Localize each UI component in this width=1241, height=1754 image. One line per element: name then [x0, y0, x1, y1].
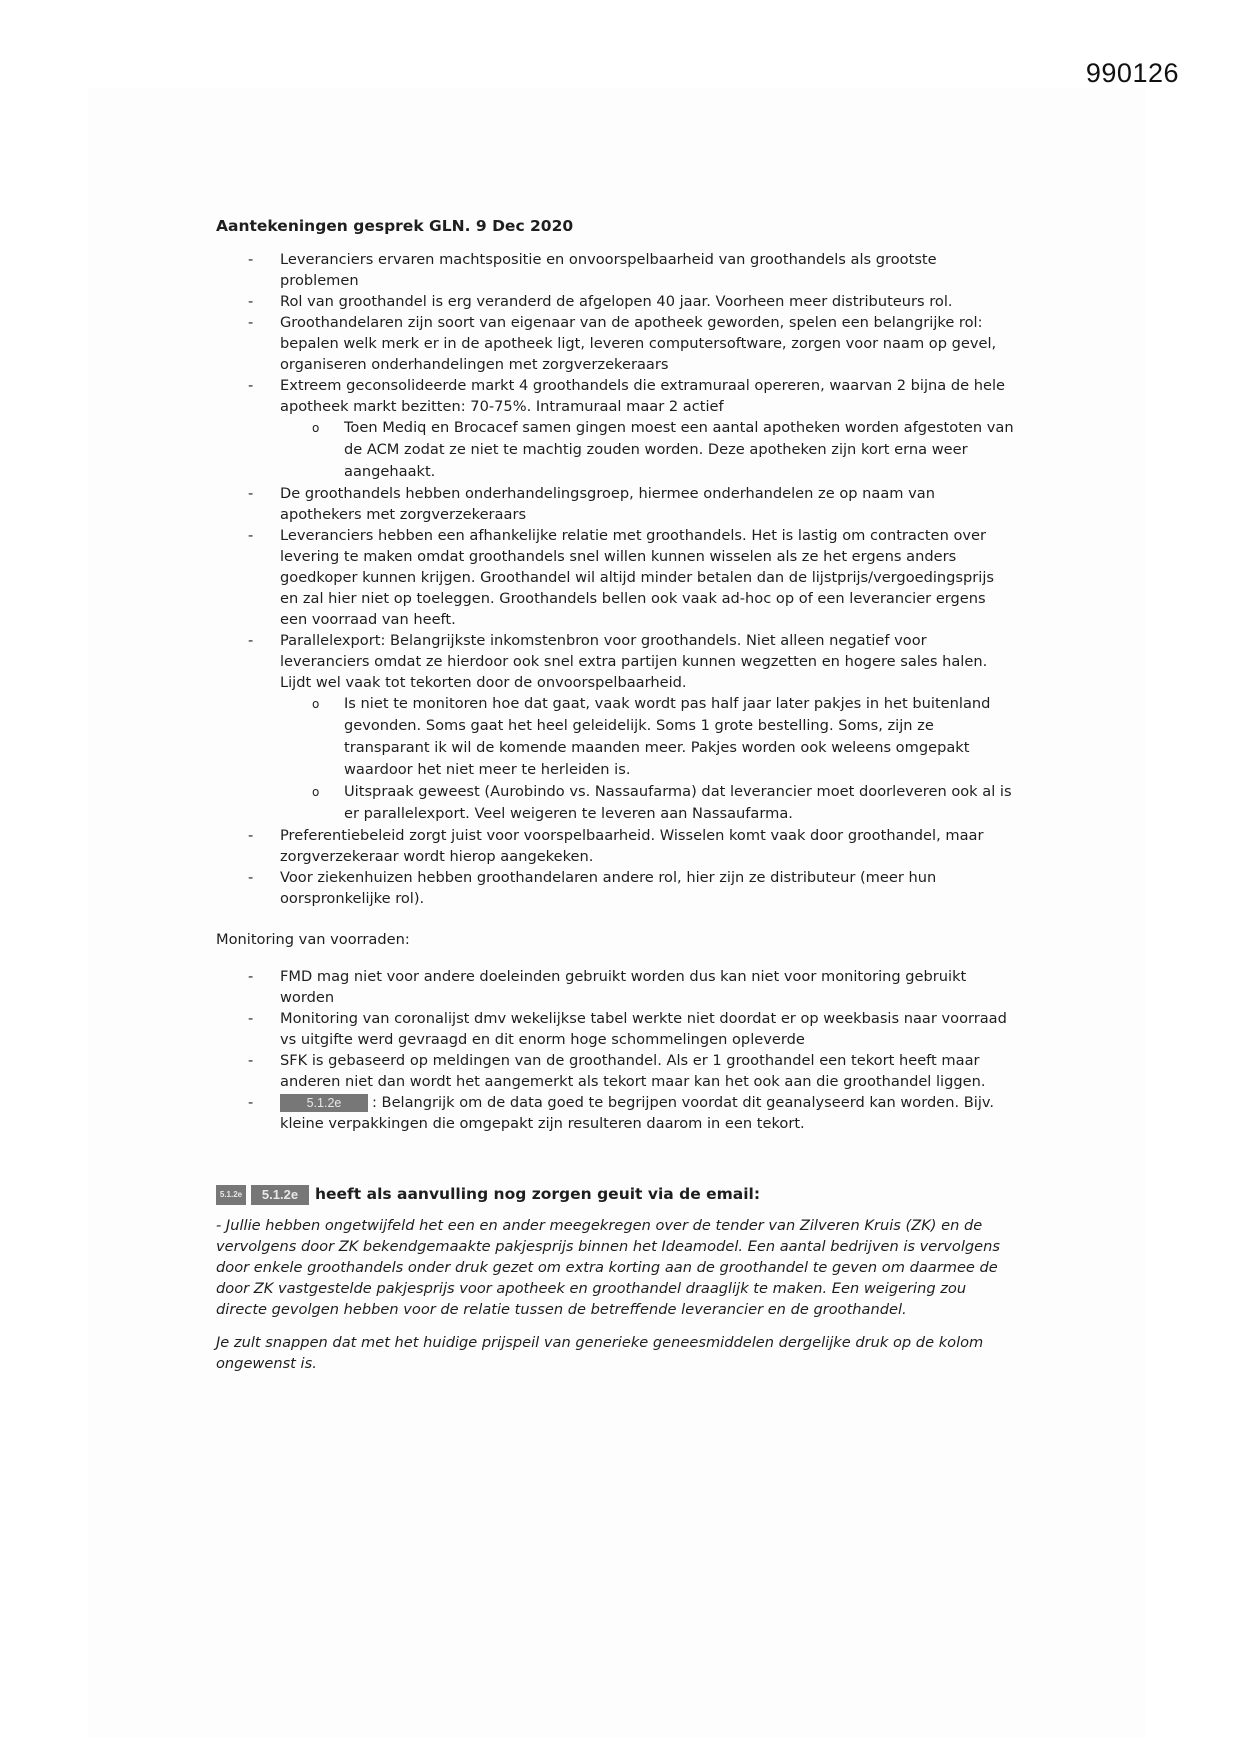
- note-text: Preferentiebeleid zorgt juist voor voorspelbaarheid. Wisselen komt vaak door groothandel, maar zorgverzekeraar wordt hierop aangekeken.: [280, 827, 984, 865]
- note-text: Groothandelaren zijn soort van eigenaar van de apotheek geworden, spelen een belangrijke rol: bepalen welk merk er in de apotheek ligt, leveren computersoftware, zorgen voor naam op gevel, organiseren onderhandelingen met zorgverzekeraars: [280, 314, 997, 373]
- document-title: Aantekeningen gesprek GLN. 9 Dec 2020: [216, 217, 574, 235]
- redaction-box: 5.1.2e: [280, 1094, 368, 1112]
- sub-note-text: Uitspraak geweest (Aurobindo vs. Nassaufarma) dat leverancier moet doorleveren ook al is er parallelexport. Veel weigeren te leveren aan Nassaufarma.: [344, 783, 1012, 822]
- note-item: [280, 375, 1016, 483]
- monitoring-item: [280, 1008, 1016, 1050]
- notes-list: [216, 249, 1016, 909]
- sub-note-text: Toen Mediq en Brocacef samen gingen moest een aantal apotheken worden afgestoten van de ACM zodat ze niet te machtig zouden worden. Deze apotheken zijn kort erna weer aangehaakt.: [344, 419, 1014, 480]
- note-text: Extreem geconsolideerde markt 4 groothandels die extramuraal opereren, waarvan 2 bijna de hele apotheek markt bezitten: 70-75%. Intramuraal maar 2 actief: [280, 377, 1005, 415]
- note-item: [280, 630, 1016, 825]
- note-text: Rol van groothandel is erg veranderd de afgelopen 40 jaar. Voorheen meer distributeurs rol.: [280, 293, 953, 310]
- sub-note-item: [344, 781, 1016, 825]
- note-item: [280, 867, 1016, 909]
- note-text: Leveranciers hebben een afhankelijke relatie met groothandels. Het is lastig om contracten over levering te maken omdat groothandels snel willen kunnen wisselen als ze het ergens anders goedkoper kunnen krijgen. Groothandel wil altijd minder betalen dan de lijstprijs/vergoedingsprijs en zal hier niet op toeleggen. Groothandels bellen ook vaak ad-hoc op of een leverancier ergens een voorraad van heeft.: [280, 527, 995, 628]
- document-number: 990126: [1085, 58, 1179, 88]
- monitoring-text: SFK is gebaseerd op meldingen van de groothandel. Als er 1 groothandel een tekort heeft maar anderen niet dan wordt het aangemerkt als tekort maar kan het ook aan die groothandel liggen.: [280, 1052, 986, 1090]
- monitoring-item: [280, 1092, 1016, 1134]
- email-paragraph: Je zult snappen dat met het huidige prijspeil van generieke geneesmiddelen dergelijke druk op de kolom ongewenst is.: [216, 1334, 984, 1372]
- sub-notes-list: [280, 693, 1016, 825]
- note-item: [280, 249, 1016, 291]
- sub-note-text: Is niet te monitoren hoe dat gaat, vaak wordt pas half jaar later pakjes in het buitenland gevonden. Soms gaat het heel geleidelijk. Soms 1 grote bestelling. Soms, zijn ze transparant ik wil de komende maanden meer. Pakjes worden ook weleens omgepakt waardoor het niet meer te herleiden is.: [344, 695, 991, 778]
- note-item: [280, 312, 1016, 375]
- note-item: [280, 525, 1016, 630]
- note-item: [280, 825, 1016, 867]
- sub-notes-list: [280, 417, 1016, 483]
- monitoring-text: : Belangrijk om de data goed te begrijpen voordat dit geanalyseerd kan worden. Bijv. kleine verpakkingen die omgepakt zijn resulteren daarom in een tekort.: [280, 1094, 995, 1132]
- monitoring-item: [280, 1050, 1016, 1092]
- monitoring-section-label: Monitoring van voorraden:: [216, 931, 410, 948]
- email-paragraph: - Jullie hebben ongetwijfeld het een en ander meegekregen over de tender van Zilveren Kruis (ZK) en de vervolgens door ZK bekendgemaakte pakjesprijs binnen het Ideamodel. Een aantal bedrijven is vervolgens door enkele groothandels onder druk gezet om extra korting aan de groothandel te geven om daarmee de door ZK vastgestelde pakjesprijs voor apotheek en groothandel draaglijk te maken. Een weigering zou directe gevolgen hebben voor de relatie tussen de betreffende leverancier en de groothandel.: [216, 1217, 1000, 1318]
- sub-note-item: [344, 417, 1016, 483]
- note-text: De groothandels hebben onderhandelingsgroep, hiermee onderhandelen ze op naam van apothekers met zorgverzekeraars: [280, 485, 935, 523]
- document-body: [216, 216, 1016, 1386]
- monitoring-text: Monitoring van coronalijst dmv wekelijkse tabel werkte niet doordat er op weekbasis naar voorraad vs uitgifte werd gevraagd en dit enorm hoge schommelingen opleverde: [280, 1010, 1007, 1048]
- email-heading-text: heeft als aanvulling nog zorgen geuit via de email:: [315, 1185, 761, 1203]
- note-text: Parallelexport: Belangrijkste inkomstenbron voor groothandels. Niet alleen negatief voor leveranciers omdat ze hierdoor ook snel extra partijen kunnen wegzetten en hogere sales halen. Lijdt wel vaak tot tekorten door de onvoorspelbaarheid.: [280, 632, 988, 691]
- monitoring-item: [280, 966, 1016, 1008]
- note-text: Voor ziekenhuizen hebben groothandelaren andere rol, hier zijn ze distributeur (meer hun oorspronkelijke rol).: [280, 869, 937, 907]
- monitoring-text: FMD mag niet voor andere doeleinden gebruikt worden dus kan niet voor monitoring gebruikt worden: [280, 968, 967, 1006]
- email-section-heading: [216, 1184, 1016, 1205]
- redaction-box: 5.1.2e: [216, 1185, 246, 1205]
- note-item: [280, 291, 1016, 312]
- note-item: [280, 483, 1016, 525]
- redaction-box: 5.1.2e: [251, 1185, 309, 1205]
- note-text: Leveranciers ervaren machtspositie en onvoorspelbaarheid van groothandels als grootste problemen: [280, 251, 937, 289]
- email-quote: [216, 1215, 1016, 1374]
- monitoring-list: [216, 966, 1016, 1134]
- sub-note-item: [344, 693, 1016, 781]
